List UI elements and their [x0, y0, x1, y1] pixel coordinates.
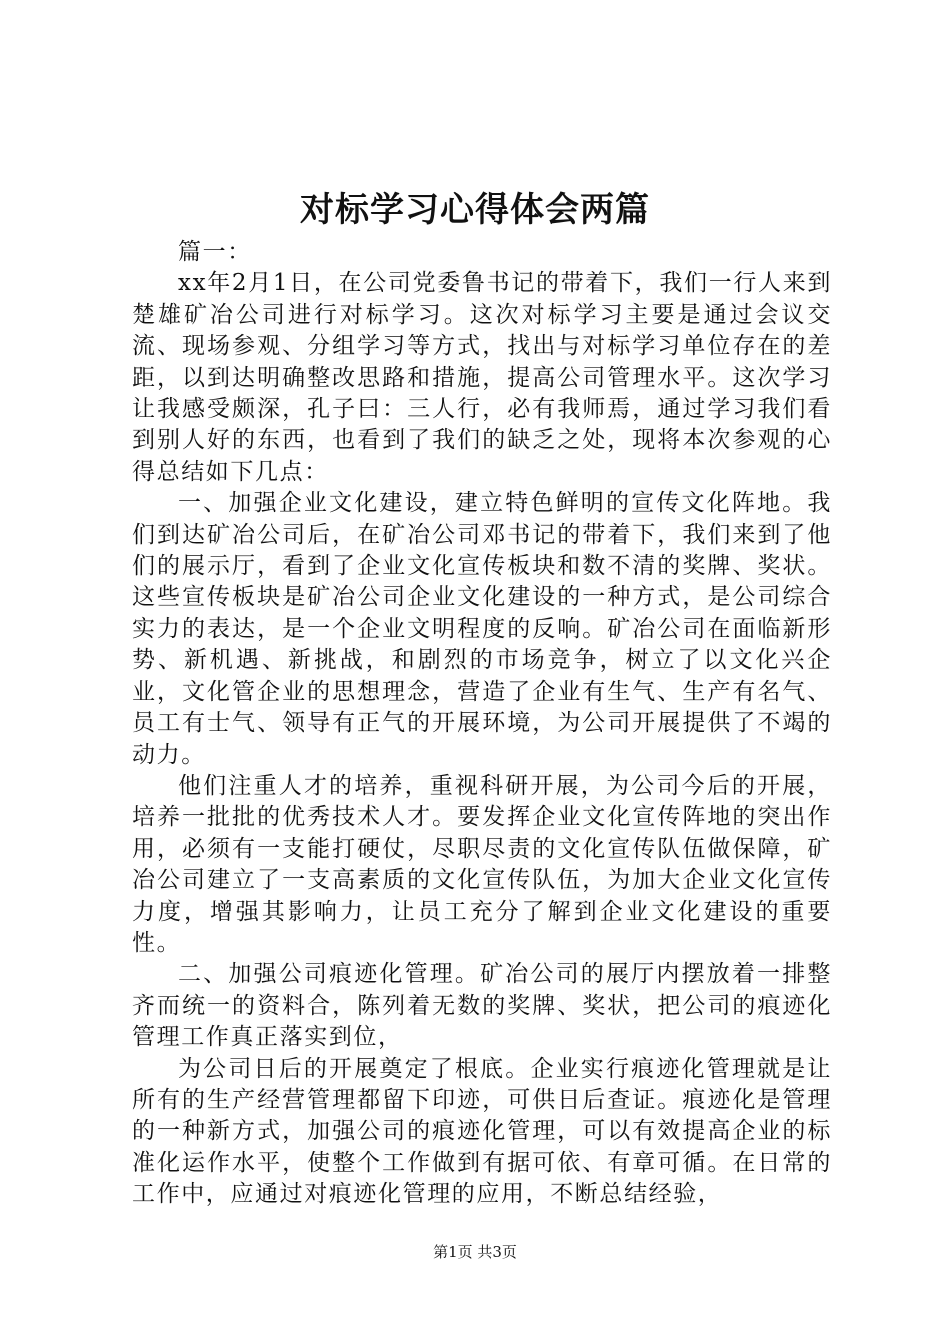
paragraph-point-one: 一、加强企业文化建设，建立特色鲜明的宣传文化阵地。我们到达矿冶公司后，在矿冶公司邓书记的带着下，我们来到了他们的展示厅，看到了企业文化宣传板块和数不清的奖牌、奖状。这些宣传板块是矿冶公司企业文化建设的一种方式，是公司综合实力的表达，是一个企业文明程度的反响。矿冶公司在面临新形势、新机遇、新挑战，和剧烈的市场竞争，树立了以文化兴企业，文化管企业的思想理念，营造了企业有生气、生产有名气、员工有士气、领导有正气的开展环境，为公司开展提供了不竭的动力。 — [132, 490, 832, 768]
paragraph-point-two: 二、加强公司痕迹化管理。矿冶公司的展厅内摆放着一排整齐而统一的资料合，陈列着无数的奖牌、奖状，把公司的痕迹化管理工作真正落实到位， — [132, 961, 832, 1051]
page-footer: 第1页 共3页 — [433, 1243, 517, 1261]
paragraph-foundation: 为公司日后的开展奠定了根底。企业实行痕迹化管理就是让所有的生产经营管理都留下印迹，可供日后查证。痕迹化是管理的一种新方式，加强公司的痕迹化管理，可以有效提高企业的标准化运作水平，使整个工作做到有据可依、有章可循。在日常的工作中，应通过对痕迹化管理的应用，不断总结经验， — [132, 1055, 832, 1208]
paragraph-part-heading: 篇一： — [178, 239, 252, 265]
document-body — [132, 237, 832, 1211]
paragraph-talent: 他们注重人才的培养，重视科研开展，为公司今后的开展，培养一批批的优秀技术人才。要发挥企业文化宣传阵地的突出作用，必须有一支能打硬仗，尽职尽责的文化宣传队伍做保障，矿冶公司建立了一支高素质的文化宣传队伍，为加大企业文化宣传力度，增强其影响力，让员工充分了解到企业文化建设的重要性。 — [132, 772, 832, 956]
paragraph-intro: xx年2月1日，在公司党委鲁书记的带着下，我们一行人来到楚雄矿冶公司进行对标学习。这次对标学习主要是通过会议交流、现场参观、分组学习等方式，找出与对标学习单位存在的差距，以到达明确整改思路和措施，提高公司管理水平。这次学习让我感受颇深，孔子曰：三人行，必有我师焉，通过学习我们看到别人好的东西，也看到了我们的缺乏之处，现将本次参观的心得总结如下几点： — [132, 270, 832, 485]
document-title: 对标学习心得体会两篇 — [300, 190, 650, 230]
